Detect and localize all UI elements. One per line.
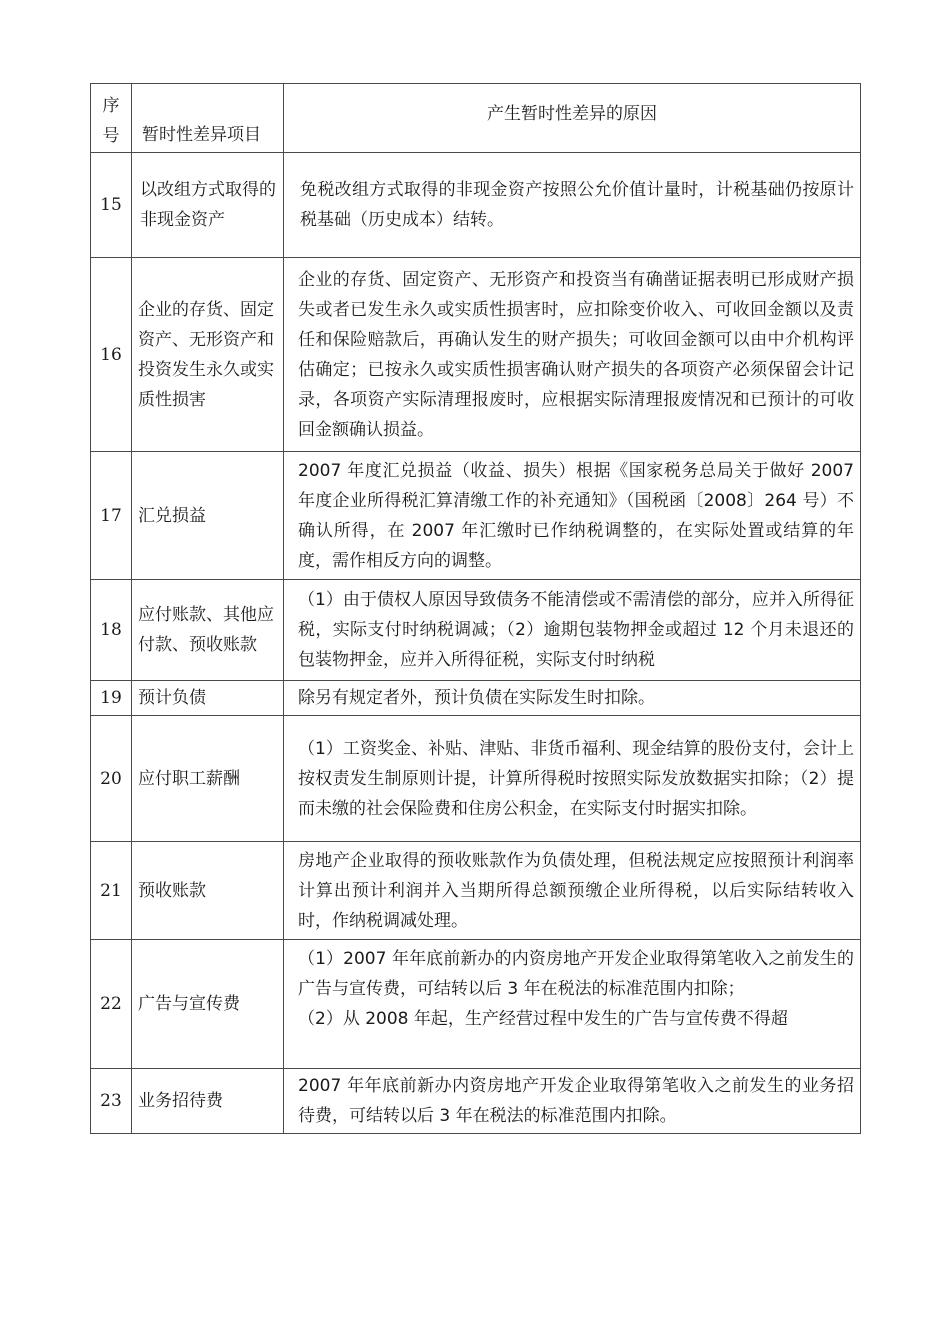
header-number-line2: 号 <box>102 126 120 146</box>
table-row <box>91 153 861 258</box>
row-item: 汇兑损益 <box>132 452 284 580</box>
header-reason: 产生暂时性差异的原因 <box>284 84 861 153</box>
row-item: 以改组方式取得的非现金资产 <box>132 153 284 258</box>
header-number <box>91 84 132 153</box>
table-row <box>91 716 861 842</box>
row-reason <box>284 681 861 716</box>
temporary-difference-table <box>90 83 861 1134</box>
row-reason <box>284 940 861 1069</box>
row-reason <box>284 842 861 940</box>
reason-clip <box>298 944 854 1065</box>
row-item: 业务招待费 <box>132 1069 284 1134</box>
table-row <box>91 258 861 452</box>
row-reason <box>284 716 861 842</box>
table-row <box>91 681 861 716</box>
row-number: 18 <box>91 580 132 681</box>
row-item: 应付账款、其他应付款、预收账款 <box>132 580 284 681</box>
row-reason <box>284 258 861 452</box>
table-row <box>91 842 861 940</box>
row-number: 15 <box>91 153 132 258</box>
row-reason <box>284 452 861 580</box>
row-item: 企业的存货、固定资产、无形资产和投资发生永久或实质性损害 <box>132 258 284 452</box>
row-reason <box>284 153 861 258</box>
reason-paragraph: 企业的存货、固定资产、无形资产和投资当有确凿证据表明已形成财产损失或者已发生永久或实质性损害时，应扣除变价收入、可收回金额以及责任和保险赔款后，再确认发生的财产损失；可收回金额可以由中介机构评估确定；已按永久或实质性损害确认财产损失的各项资产必须保留会计记录，各项资产实际清理报废时，应根据实际清理报废情况和已预计的可收回金额确认损益。 <box>298 269 854 440</box>
header-number-line1: 序 <box>102 96 120 116</box>
row-reason <box>284 1069 861 1134</box>
reason-paragraph: （1）2007 年年底前新办的内资房地产开发企业取得第笔收入之前发生的广告与宣传费，可结转以后 3 年在税法的标准范围内扣除； <box>298 948 854 999</box>
reason-paragraph: 2007 年度汇兑损益（收益、损失）根据《国家税务总局关于做好 2007 年度企业所得税汇算清缴工作的补充通知》（国税函〔2008〕264 号）不确认所得，在 2007 年汇缴时已作纳税调整的，在实际处置或结算的年度，需作相反方向的调整。 <box>298 460 854 571</box>
table-row <box>91 452 861 580</box>
table-row <box>91 580 861 681</box>
row-number: 20 <box>91 716 132 842</box>
row-number: 16 <box>91 258 132 452</box>
row-number: 17 <box>91 452 132 580</box>
reason-clip <box>298 585 854 676</box>
reason-paragraph: （2）从 2008 年起，生产经营过程中发生的广告与宣传费不得超 <box>298 1008 788 1029</box>
row-item: 广告与宣传费 <box>132 940 284 1069</box>
row-item: 预收账款 <box>132 842 284 940</box>
row-reason <box>284 580 861 681</box>
document-page <box>90 83 860 1134</box>
row-number: 21 <box>91 842 132 940</box>
row-number: 23 <box>91 1069 132 1134</box>
reason-paragraph: 免税改组方式取得的非现金资产按照公允价值计量时，计税基础仍按原计税基础（历史成本）结转。 <box>300 180 854 230</box>
table-row <box>91 1069 861 1134</box>
reason-paragraph: 除另有规定者外，预计负债在实际发生时扣除。 <box>298 688 655 708</box>
row-number: 22 <box>91 940 132 1069</box>
reason-paragraph: （1）工资奖金、补贴、津贴、非货币福利、现金结算的股份支付，会计上按权责发生制原则计提，计算所得税时按照实际发放数据实扣除；（2）提而未缴的社会保险费和住房公积金，在实际支付时据实扣除。 <box>298 738 854 819</box>
table-row <box>91 940 861 1069</box>
row-number: 19 <box>91 681 132 716</box>
reason-paragraph: 2007 年年底前新办内资房地产开发企业取得第笔收入之前发生的业务招待费，可结转以后 3 年在税法的标准范围内扣除。 <box>298 1076 854 1126</box>
reason-paragraph: 房地产企业取得的预收账款作为负债处理，但税法规定应按照预计利润率计算出预计利润并入当期所得总额预缴企业所得税，以后实际结转收入时，作纳税调减处理。 <box>298 850 854 931</box>
row-item: 应付职工薪酬 <box>132 716 284 842</box>
table-header-row <box>91 84 861 153</box>
row-item: 预计负债 <box>132 681 284 716</box>
header-item: 暂时性差异项目 <box>132 84 284 153</box>
reason-paragraph: （1）由于债权人原因导致债务不能清偿或不需清偿的部分，应并入所得征税，实际支付时纳税调减；（2）逾期包装物押金或超过 12 个月未退还的包装物押金，应并入所得征税，实际支付时纳税 <box>298 589 854 670</box>
